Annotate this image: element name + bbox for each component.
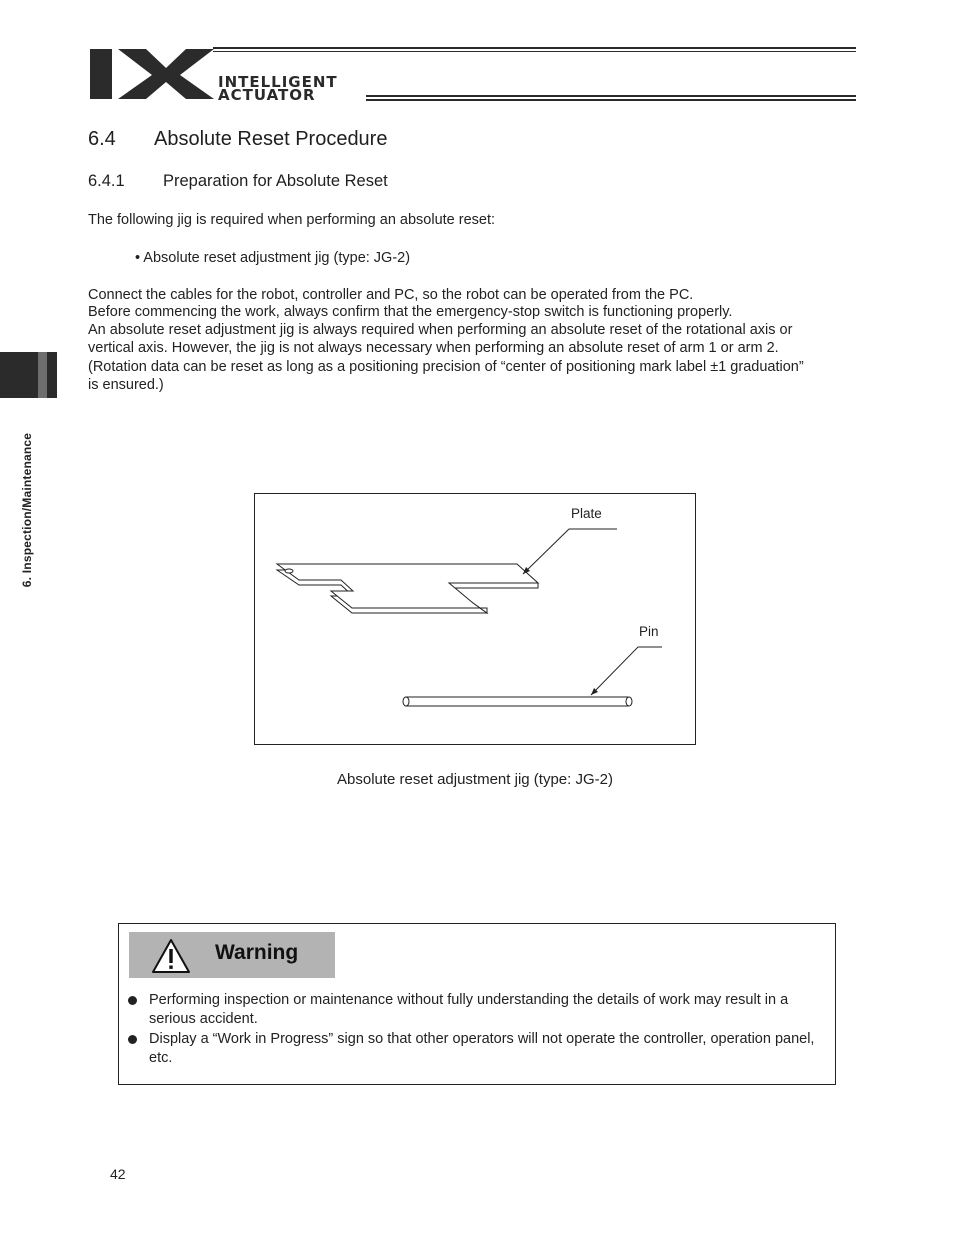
subsection-number: 6.4.1 <box>88 172 125 190</box>
jig-figure <box>254 493 696 745</box>
warning-box <box>118 923 836 1085</box>
section-heading <box>88 128 387 151</box>
chapter-tab <box>0 352 57 398</box>
pin-shape <box>405 697 629 706</box>
warning-header <box>129 932 335 978</box>
figure-caption: Absolute reset adjustment jig (type: JG-2) <box>337 771 613 788</box>
section-title: Absolute Reset Procedure <box>154 128 388 150</box>
brand-name-line1: INTELLIGENT <box>218 73 338 91</box>
chapter-label: 6. Inspection/Maintenance <box>20 432 34 588</box>
warning-triangle-icon <box>151 938 191 974</box>
bullet-icon <box>128 1035 137 1044</box>
body-line: (Rotation data can be reset as long as a positioning precision of “center of positioning mark label ±1 graduation” <box>88 359 804 375</box>
jig-bullet: • Absolute reset adjustment jig (type: JG-2) <box>135 250 411 266</box>
plate-label: Plate <box>571 506 602 521</box>
ix-logo <box>88 44 858 104</box>
warning-title: Warning <box>215 941 299 964</box>
subsection-heading <box>88 172 388 191</box>
body-line: Before commencing the work, always confirm that the emergency-stop switch is functioning properly. <box>88 304 733 320</box>
page-number: 42 <box>110 1166 126 1182</box>
intro-paragraph: The following jig is required when performing an absolute reset: <box>88 212 496 228</box>
body-line: Connect the cables for the robot, controller and PC, so the robot can be operated from the PC. <box>88 287 694 303</box>
body-line: is ensured.) <box>88 377 164 393</box>
warning-item: Display a “Work in Progress” sign so that other operators will not operate the controller, operation panel, etc. <box>149 1031 815 1066</box>
jig-drawing <box>255 494 695 744</box>
brand-name-line2: ACTUATOR <box>218 86 316 104</box>
body-line: vertical axis. However, the jig is not always necessary when performing an absolute reset of arm 1 or arm 2. <box>88 340 779 356</box>
warning-item: Performing inspection or maintenance without fully understanding the details of work may result in a serious accident. <box>149 992 789 1027</box>
pin-label: Pin <box>639 624 659 639</box>
subsection-title: Preparation for Absolute Reset <box>163 172 388 190</box>
body-line: An absolute reset adjustment jig is always required when performing an absolute reset of the rotational axis or <box>88 322 793 338</box>
bullet-icon <box>128 996 137 1005</box>
section-number: 6.4 <box>88 128 116 150</box>
